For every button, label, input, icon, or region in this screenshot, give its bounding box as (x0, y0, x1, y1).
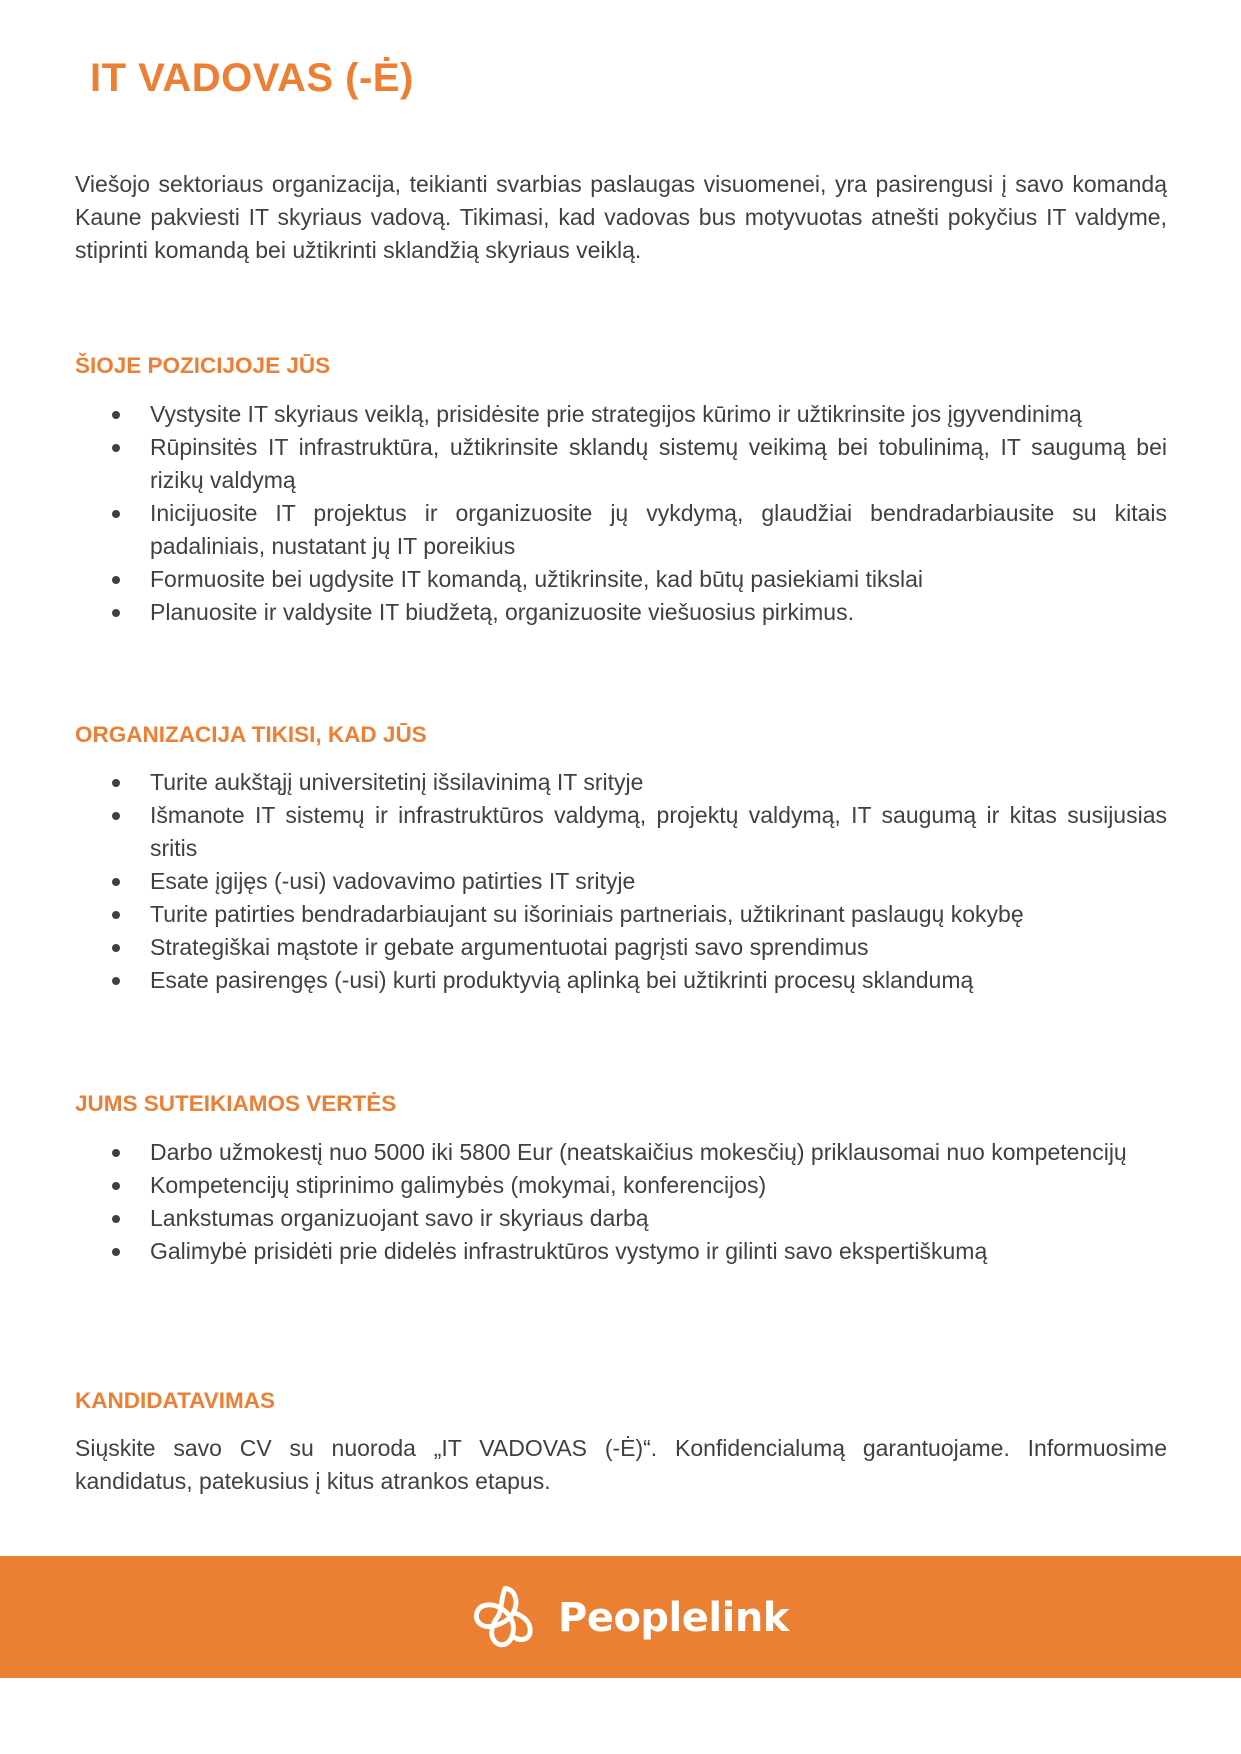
list-item (75, 431, 1167, 497)
list-item (75, 497, 1167, 563)
list-item-text: Planuosite ir valdysite IT biudžetą, organizuosite viešuosius pirkimus. (150, 599, 854, 625)
list-item (75, 898, 1167, 931)
section-heading-responsibilities: ŠIOJE POZICIJOJE JŪS (75, 353, 331, 378)
bullet-icon (112, 812, 120, 820)
bullet-icon (112, 977, 120, 985)
list-item (75, 766, 1167, 799)
intro-paragraph: Viešojo sektoriaus organizacija, teikianti svarbias paslaugas visuomenei, yra pasirengusi į savo komandą Kaune pakviesti IT skyriaus vadovą. Tikimasi, kad vadovas bus motyvuotas atnešti pokyčius IT valdyme, stiprinti komandą bei užtikrinti sklandžią skyriaus veiklą. (75, 171, 1167, 263)
bullet-icon (112, 944, 120, 952)
section-heading-requirements: ORGANIZACIJA TIKISI, KAD JŪS (75, 722, 427, 747)
bullet-icon (112, 609, 120, 617)
list-item (75, 398, 1167, 431)
list-item-text: Formuosite bei ugdysite IT komandą, užtikrinsite, kad būtų pasiekiami tikslai (150, 566, 923, 592)
responsibilities-list (75, 398, 1167, 629)
list-item (75, 1169, 1167, 1202)
list-item (75, 1202, 1167, 1235)
list-item (75, 799, 1167, 865)
bullet-icon (112, 444, 120, 452)
requirements-list (75, 766, 1167, 997)
list-item-text: Kompetencijų stiprinimo galimybės (mokymai, konferencijos) (150, 1172, 767, 1198)
page-title: IT VADOVAS (-Ė) (90, 56, 414, 100)
list-item-text: Strategiškai mąstote ir gebate argumentuotai pagrįsti savo sprendimus (150, 934, 869, 960)
bullet-icon (112, 576, 120, 584)
bullet-icon (112, 911, 120, 919)
list-item (75, 964, 1167, 997)
list-item-text: Inicijuosite IT projektus ir organizuosite jų vykdymą, glaudžiai bendradarbiausite su kitais padaliniais, nustatant jų IT poreikius (150, 500, 1167, 559)
brand-name: Peoplelink (558, 1595, 789, 1641)
bullet-icon (112, 878, 120, 886)
list-item-text: Vystysite IT skyriaus veiklą, prisidėsite prie strategijos kūrimo ir užtikrinsite jos įgyvendinimą (150, 401, 1082, 427)
bullet-icon (112, 1182, 120, 1190)
list-item-text: Rūpinsitės IT infrastruktūra, užtikrinsite sklandų sistemų veikimą bei tobulinimą, IT saugumą bei rizikų valdymą (150, 434, 1167, 493)
application-paragraph: Siųskite savo CV su nuoroda „IT VADOVAS (-Ė)“. Konfidencialumą garantuojame. Informuosime kandidatus, patekusius į kitus atrankos etapus. (75, 1435, 1167, 1494)
bullet-icon (112, 779, 120, 787)
list-item-text: Galimybė prisidėti prie didelės infrastruktūros vystymo ir gilinti savo ekspertiškumą (150, 1238, 988, 1264)
list-item (75, 563, 1167, 596)
list-item-text: Turite aukštąjį universitetinį išsilavinimą IT srityje (150, 769, 644, 795)
list-item-text: Esate įgijęs (-usi) vadovavimo patirties IT srityje (150, 868, 636, 894)
bullet-icon (112, 411, 120, 419)
benefits-list (75, 1136, 1167, 1268)
list-item-text: Lankstumas organizuojant savo ir skyriaus darbą (150, 1205, 649, 1231)
peoplelink-logo-icon (470, 1583, 540, 1653)
list-item-text: Turite patirties bendradarbiaujant su išoriniais partneriais, užtikrinant paslaugų kokybę (150, 901, 1024, 927)
bullet-icon (112, 1215, 120, 1223)
section-heading-benefits: JUMS SUTEIKIAMOS VERTĖS (75, 1091, 397, 1116)
list-item (75, 1136, 1167, 1169)
list-item (75, 596, 1167, 629)
list-item (75, 865, 1167, 898)
bullet-icon (112, 1149, 120, 1157)
list-item (75, 1235, 1167, 1268)
bullet-icon (112, 510, 120, 518)
section-heading-application: KANDIDATAVIMAS (75, 1388, 275, 1413)
list-item-text: Išmanote IT sistemų ir infrastruktūros valdymą, projektų valdymą, IT saugumą ir kitas susijusias sritis (150, 802, 1167, 861)
footer-logo (470, 1580, 789, 1656)
bullet-icon (112, 1248, 120, 1256)
list-item (75, 931, 1167, 964)
list-item-text: Esate pasirengęs (-usi) kurti produktyvią aplinką bei užtikrinti procesų sklandumą (150, 967, 974, 993)
list-item-text: Darbo užmokestį nuo 5000 iki 5800 Eur (neatskaičius mokesčių) priklausomai nuo kompetencijų (150, 1139, 1127, 1165)
